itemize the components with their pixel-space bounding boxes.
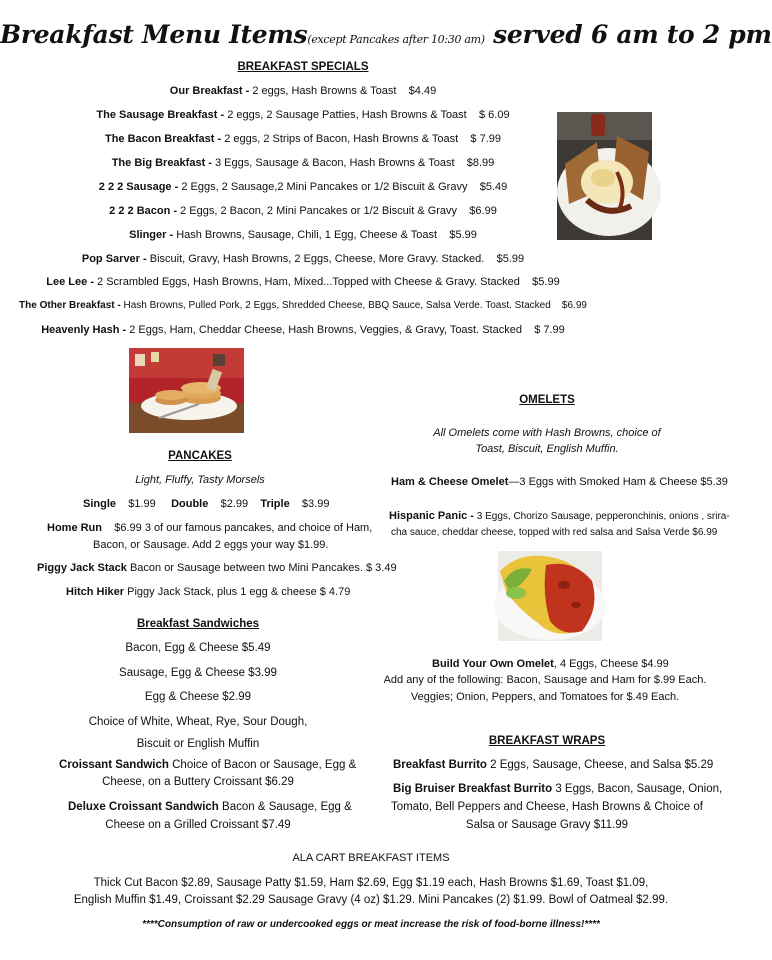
croissant-sandwich-name: Croissant Sandwich: [59, 759, 169, 771]
special-desc: 3 Eggs, Sausage & Bacon, Hash Browns & Toast: [211, 157, 455, 169]
special-desc: 2 Eggs, Ham, Cheddar Cheese, Hash Browns, Veggies, & Gravy, Toast. Stacked: [126, 324, 522, 336]
special-desc: 2 Scrambled Eggs, Hash Browns, Ham, Mixed...Topped with Cheese & Gravy. Stacked: [93, 276, 520, 288]
specials-heading: BREAKFAST SPECIALS: [237, 61, 369, 73]
piggy-jack-item: [37, 562, 397, 574]
special-item: [0, 157, 606, 169]
special-item: [0, 181, 606, 193]
piggy-jack-desc: Bacon or Sausage between two Mini Pancakes. $ 3.49: [126, 562, 397, 574]
special-item: [0, 300, 606, 311]
food-safety-disclaimer: ****Consumption of raw or undercooked eggs or meat increase the risk of food-borne illness!****: [142, 919, 600, 930]
build-your-own-addons-2: Veggies; Onion, Peppers, and Tomatoes for $.49 Each.: [410, 691, 680, 703]
special-name: Heavenly Hash -: [41, 324, 127, 336]
special-desc: 2 eggs, 2 Strips of Bacon, Hash Browns & Toast: [221, 133, 459, 145]
croissant-sandwich-item: [59, 759, 356, 771]
special-price: $6.99: [469, 205, 497, 217]
special-desc: Hash Browns, Pulled Pork, 2 Eggs, Shredded Cheese, BBQ Sauce, Salsa Verde. Toast. Stacked: [120, 300, 551, 311]
croissant-sandwich-desc: Choice of Bacon or Sausage, Egg &: [168, 759, 357, 771]
breakfast-burrito-item: [393, 759, 713, 771]
pancakes-tagline: Light, Fluffy, Tasty Morsels: [135, 474, 265, 486]
hispanic-panic-desc-2: cha sauce, cheddar cheese, topped with red salsa and Salsa Verde $6.99: [391, 527, 718, 538]
big-bruiser-desc: 3 Eggs, Bacon, Sausage, Onion,: [552, 783, 723, 795]
menu-title: [0, 20, 772, 49]
title-main: Breakfast Menu Items: [0, 20, 308, 49]
special-desc: Biscuit, Gravy, Hash Browns, 2 Eggs, Cheese, More Gravy. Stacked.: [146, 253, 485, 265]
special-price: $5.49: [479, 181, 508, 193]
bread-choice-line2: Biscuit or English Muffin: [136, 738, 260, 750]
special-name: The Sausage Breakfast -: [96, 109, 225, 121]
omelets-intro-2: Toast, Biscuit, English Muffin.: [475, 443, 619, 455]
build-your-own-desc: , 4 Eggs, Cheese $4.99: [553, 658, 669, 670]
home-run-desc: $6.99 3 of our famous pancakes, and choice of Ham,: [114, 522, 373, 534]
special-item: [0, 229, 606, 241]
pancakes-photo: [129, 348, 244, 433]
special-name: Pop Sarver -: [81, 253, 147, 265]
ala-cart-heading: ALA CART BREAKFAST ITEMS: [292, 852, 450, 864]
double-label: Double: [171, 498, 209, 510]
home-run-item: [47, 522, 372, 534]
special-item: [0, 324, 606, 336]
breakfast-burrito-name: Breakfast Burrito: [393, 759, 487, 771]
special-price: $ 7.99: [470, 133, 502, 145]
triple-label: Triple: [260, 498, 290, 510]
special-price: $8.99: [466, 157, 495, 169]
bread-choice-line1: Choice of White, Wheat, Rye, Sour Dough,: [88, 716, 308, 728]
special-price: $5.99: [532, 276, 560, 288]
omelets-intro-1: All Omelets come with Hash Browns, choice of: [433, 427, 661, 439]
hitch-hiker-item: [66, 586, 350, 598]
hispanic-panic-item: [389, 510, 730, 522]
hitch-hiker-desc: Piggy Jack Stack, plus 1 egg & cheese $ 4.79: [124, 586, 351, 598]
ham-cheese-omelet-desc: —3 Eggs with Smoked Ham & Cheese $5.39: [508, 476, 728, 488]
deluxe-croissant-desc: Bacon & Sausage, Egg &: [218, 801, 352, 813]
omelets-heading: OMELETS: [519, 394, 575, 406]
omelet-photo: [498, 551, 602, 641]
special-desc: 2 Eggs, 2 Bacon, 2 Mini Pancakes or 1/2 Biscuit & Gravy: [177, 205, 458, 217]
sandwich-egg-cheese: Egg & Cheese $2.99: [144, 691, 252, 703]
pancakes-heading: PANCAKES: [168, 450, 232, 462]
breakfast-burrito-desc: 2 Eggs, Sausage, Cheese, and Salsa $5.29: [486, 759, 714, 771]
deluxe-croissant-name: Deluxe Croissant Sandwich: [68, 801, 219, 813]
build-your-own-addons-1: Add any of the following: Bacon, Sausage and Ham for $.99 Each.: [383, 674, 707, 686]
special-name: Lee Lee -: [46, 276, 94, 288]
big-bruiser-item: [393, 783, 722, 795]
title-note: (except Pancakes after 10:30 am): [307, 33, 485, 46]
wraps-heading: BREAKFAST WRAPS: [488, 735, 606, 747]
special-desc: Hash Browns, Sausage, Chili, 1 Egg, Cheese & Toast: [173, 229, 438, 241]
special-price: $6.99: [561, 300, 587, 311]
special-price: $4.49: [408, 85, 437, 97]
sandwich-bacon-egg-cheese: Bacon, Egg & Cheese $5.49: [125, 642, 271, 654]
special-item: [0, 253, 606, 265]
special-item: [0, 85, 606, 97]
special-desc: 2 Eggs, 2 Sausage,2 Mini Pancakes or 1/2 Biscuit & Gravy: [178, 181, 468, 193]
deluxe-croissant-desc-2: Cheese on a Grilled Croissant $7.49: [105, 819, 291, 831]
special-price: $5.99: [496, 253, 525, 265]
special-name: The Bacon Breakfast -: [104, 133, 222, 145]
ham-cheese-omelet-item: [391, 476, 728, 488]
build-your-own-name: Build Your Own Omelet: [432, 658, 554, 670]
single-price: $1.99: [128, 498, 156, 510]
special-item: [0, 133, 606, 145]
big-bruiser-desc-3: Salsa or Sausage Gravy $11.99: [465, 819, 629, 831]
specials-food-photo: [557, 112, 652, 240]
hispanic-panic-desc: 3 Eggs, Chorizo Sausage, pepperonchinis, onions , srira-: [473, 511, 730, 522]
pancake-sizes: [83, 498, 329, 510]
special-desc: 2 eggs, Hash Browns & Toast: [249, 85, 397, 97]
special-price: $ 6.09: [478, 109, 510, 121]
special-name: Slinger -: [129, 229, 174, 241]
croissant-sandwich-desc-2: Cheese, on a Buttery Croissant $6.29: [102, 776, 294, 788]
special-item: [0, 205, 606, 217]
big-bruiser-name: Big Bruiser Breakfast Burrito: [393, 783, 553, 795]
deluxe-croissant-item: [68, 801, 352, 813]
home-run-name: Home Run: [47, 522, 102, 534]
special-price: $5.99: [449, 229, 477, 241]
sandwiches-heading: Breakfast Sandwiches: [136, 618, 260, 630]
ham-cheese-omelet-name: Ham & Cheese Omelet: [391, 476, 509, 488]
hispanic-panic-name: Hispanic Panic -: [389, 510, 474, 522]
special-desc: 2 eggs, 2 Sausage Patties, Hash Browns & Toast: [224, 109, 467, 121]
special-item: [0, 276, 606, 288]
special-name: 2 2 2 Sausage -: [98, 181, 179, 193]
triple-price: $3.99: [301, 498, 330, 510]
double-price: $2.99: [220, 498, 249, 510]
piggy-jack-name: Piggy Jack Stack: [37, 562, 127, 574]
special-item: [0, 109, 606, 121]
single-label: Single: [83, 498, 117, 510]
title-hours: served 6 am to 2 pm: [493, 20, 772, 49]
home-run-desc-2: Bacon, or Sausage. Add 2 eggs your way $1.99.: [93, 539, 329, 551]
ala-cart-line-1: Thick Cut Bacon $2.89, Sausage Patty $1.59, Ham $2.69, Egg $1.19 each, Hash Browns $1.69, Toast $1.09,: [93, 877, 649, 889]
special-name: 2 2 2 Bacon -: [109, 205, 178, 217]
hitch-hiker-name: Hitch Hiker: [66, 586, 125, 598]
sandwich-sausage-egg-cheese: Sausage, Egg & Cheese $3.99: [119, 667, 277, 679]
big-bruiser-desc-2: Tomato, Bell Peppers and Cheese, Hash Browns & Choice of: [391, 801, 703, 813]
ala-cart-line-2: English Muffin $1.49, Croissant $2.29 Sausage Gravy (4 oz) $1.29. Mini Pancakes (2) $1.99. Bowl of Oatmeal $2.99.: [73, 894, 669, 906]
special-name: Our Breakfast -: [169, 85, 250, 97]
special-name: The Other Breakfast -: [19, 300, 121, 311]
special-price: $ 7.99: [534, 324, 565, 336]
build-your-own-item: [432, 658, 669, 670]
special-name: The Big Breakfast -: [111, 157, 212, 169]
